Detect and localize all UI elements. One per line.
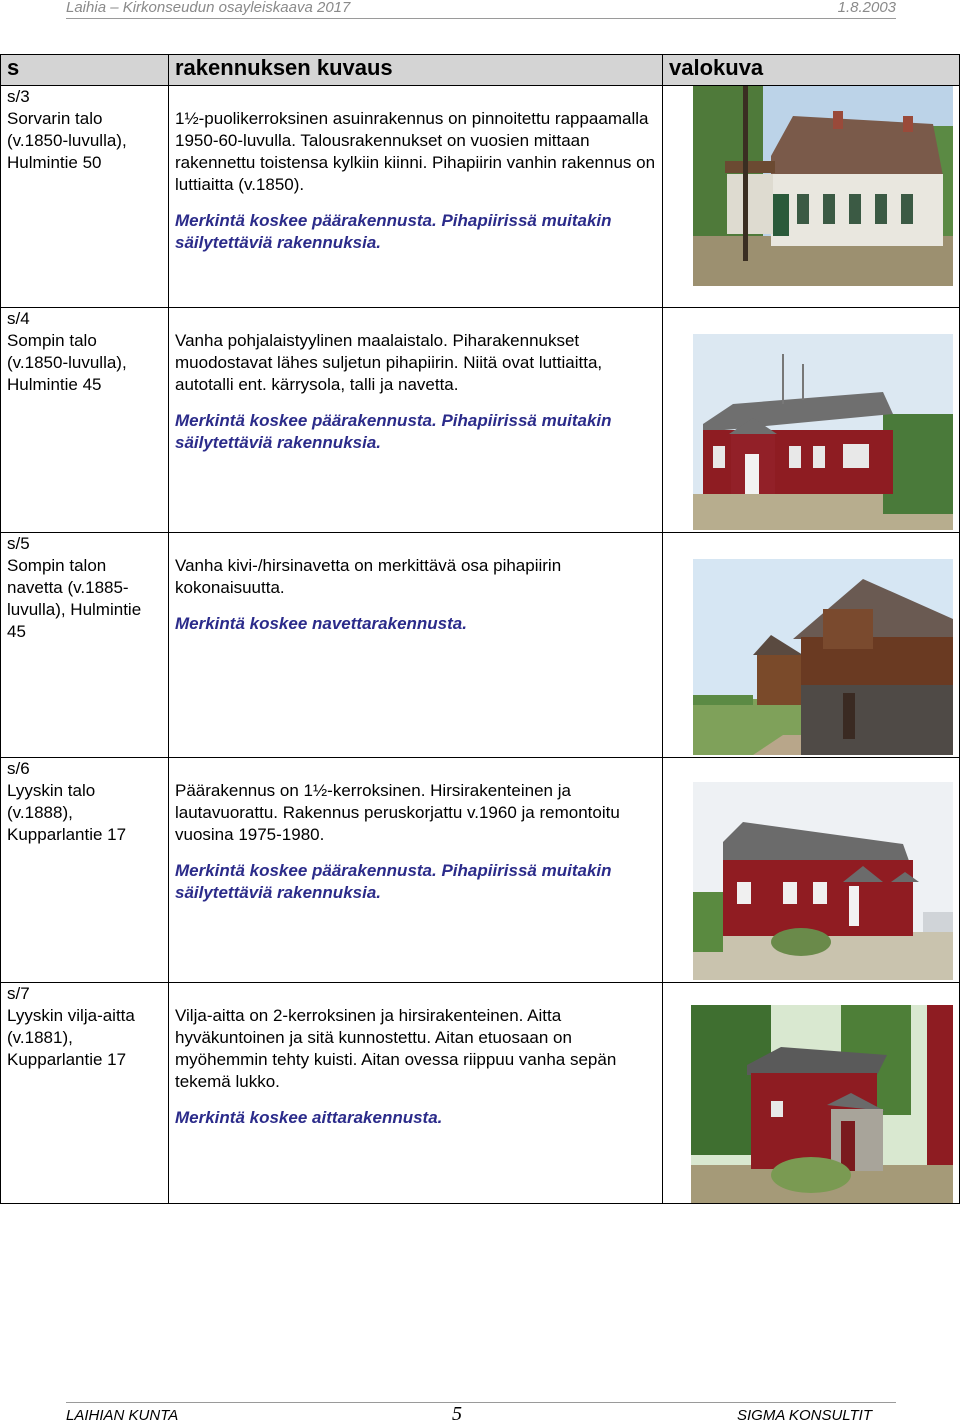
photo-cell: [663, 983, 960, 1204]
table-row: [1, 308, 960, 533]
table-row: [1, 758, 960, 983]
photo-cell: [663, 86, 960, 308]
designation-note: Merkintä koskee päärakennusta. Pihapiirissä muitakin säilytettäviä rakennuksia.: [175, 211, 612, 252]
building-id-cell: [1, 758, 169, 983]
designation-note: Merkintä koskee aittarakennusta.: [175, 1108, 443, 1127]
description-cell: [169, 983, 663, 1204]
designation-note: Merkintä koskee päärakennusta. Pihapiirissä muitakin säilytettäviä rakennuksia.: [175, 411, 612, 452]
table-header-row: [1, 55, 960, 86]
description-cell: [169, 758, 663, 983]
designation-note: Merkintä koskee navettarakennusta.: [175, 614, 467, 633]
building-code: s/5: [7, 534, 30, 553]
table-row: [1, 533, 960, 758]
building-code: s/7: [7, 984, 30, 1003]
photo-cell: [663, 758, 960, 983]
building-description: Vanha kivi-/hirsinavetta on merkittävä osa pihapiirin kokonaisuutta.: [175, 556, 562, 597]
table-row: [1, 983, 960, 1204]
building-code: s/4: [7, 309, 30, 328]
building-code: s/3: [7, 87, 30, 106]
footer-municipality: LAIHIAN KUNTA: [66, 1407, 179, 1424]
designation-note: Merkintä koskee päärakennusta. Pihapiirissä muitakin säilytettäviä rakennuksia.: [175, 861, 612, 902]
page-footer: [66, 1402, 896, 1424]
building-code: s/6: [7, 759, 30, 778]
building-name: Sorvarin talo (v.1850-luvulla), Hulmintie 50: [7, 109, 127, 172]
description-cell: [169, 86, 663, 308]
building-id-cell: [1, 533, 169, 758]
photo-red-farmhouse: [693, 334, 953, 530]
col-header-description: rakennuksen kuvaus: [169, 55, 663, 86]
header-title: Laihia – Kirkonseudun osayleiskaava 2017: [66, 0, 351, 16]
building-inventory-table: [0, 54, 960, 1204]
building-description: Vilja-aitta on 2-kerroksinen ja hirsirakenteinen. Aitta hyväkuntoinen ja sitä kunnostettu. Aitan etuosaan on myöhemmin tehty kuisti. Aitan ovessa riippuu vanha sepän tekemä lukko.: [175, 1006, 617, 1091]
building-id-cell: [1, 983, 169, 1204]
building-description: Vanha pohjalaistyylinen maalaistalo. Piharakennukset muodostavat lähes suljetun pihapiirin. Niitä ovat luttiaitta, autotalli ent. kärrysola, talli ja navetta.: [175, 331, 603, 394]
building-name: Lyyskin vilja-aitta (v.1881), Kupparlantie 17: [7, 1006, 135, 1069]
page-header: [66, 0, 896, 19]
description-cell: [169, 533, 663, 758]
photo-cell: [663, 533, 960, 758]
table-row: [1, 86, 960, 308]
building-id-cell: [1, 86, 169, 308]
building-name: Lyyskin talo (v.1888), Kupparlantie 17: [7, 781, 127, 844]
photo-white-house: [693, 86, 953, 286]
building-description: 1½-puolikerroksinen asuinrakennus on pinnoitettu rappaamalla 1950-60-luvulla. Talousrakennukset on vuosien mittaan rakennettu toistensa kylkiin kiinni. Pihapiirin vanhin rakennus on luttiaitta (v.1850).: [175, 109, 656, 194]
photo-lyyski-house: [693, 782, 953, 980]
page-number: 5: [452, 1403, 462, 1425]
footer-consultant: SIGMA KONSULTIT: [736, 1407, 872, 1424]
photo-cell: [663, 308, 960, 533]
photo-stone-barn: [693, 559, 953, 755]
building-description: Päärakennus on 1½-kerroksinen. Hirsirakenteinen ja lautavuorattu. Rakennus peruskorjattu v.1960 ja remontoitu vuosina 1975-1980.: [175, 781, 620, 844]
building-id-cell: [1, 308, 169, 533]
photo-grain-storehouse: [691, 1005, 953, 1203]
header-date: 1.8.2003: [837, 0, 896, 16]
description-cell: [169, 308, 663, 533]
building-name: Sompin talon navetta (v.1885-luvulla), Hulmintie 45: [7, 556, 142, 641]
col-header-s: s: [1, 55, 169, 86]
col-header-photo: valokuva: [663, 55, 960, 86]
building-name: Sompin talo (v.1850-luvulla), Hulmintie 45: [7, 331, 127, 394]
